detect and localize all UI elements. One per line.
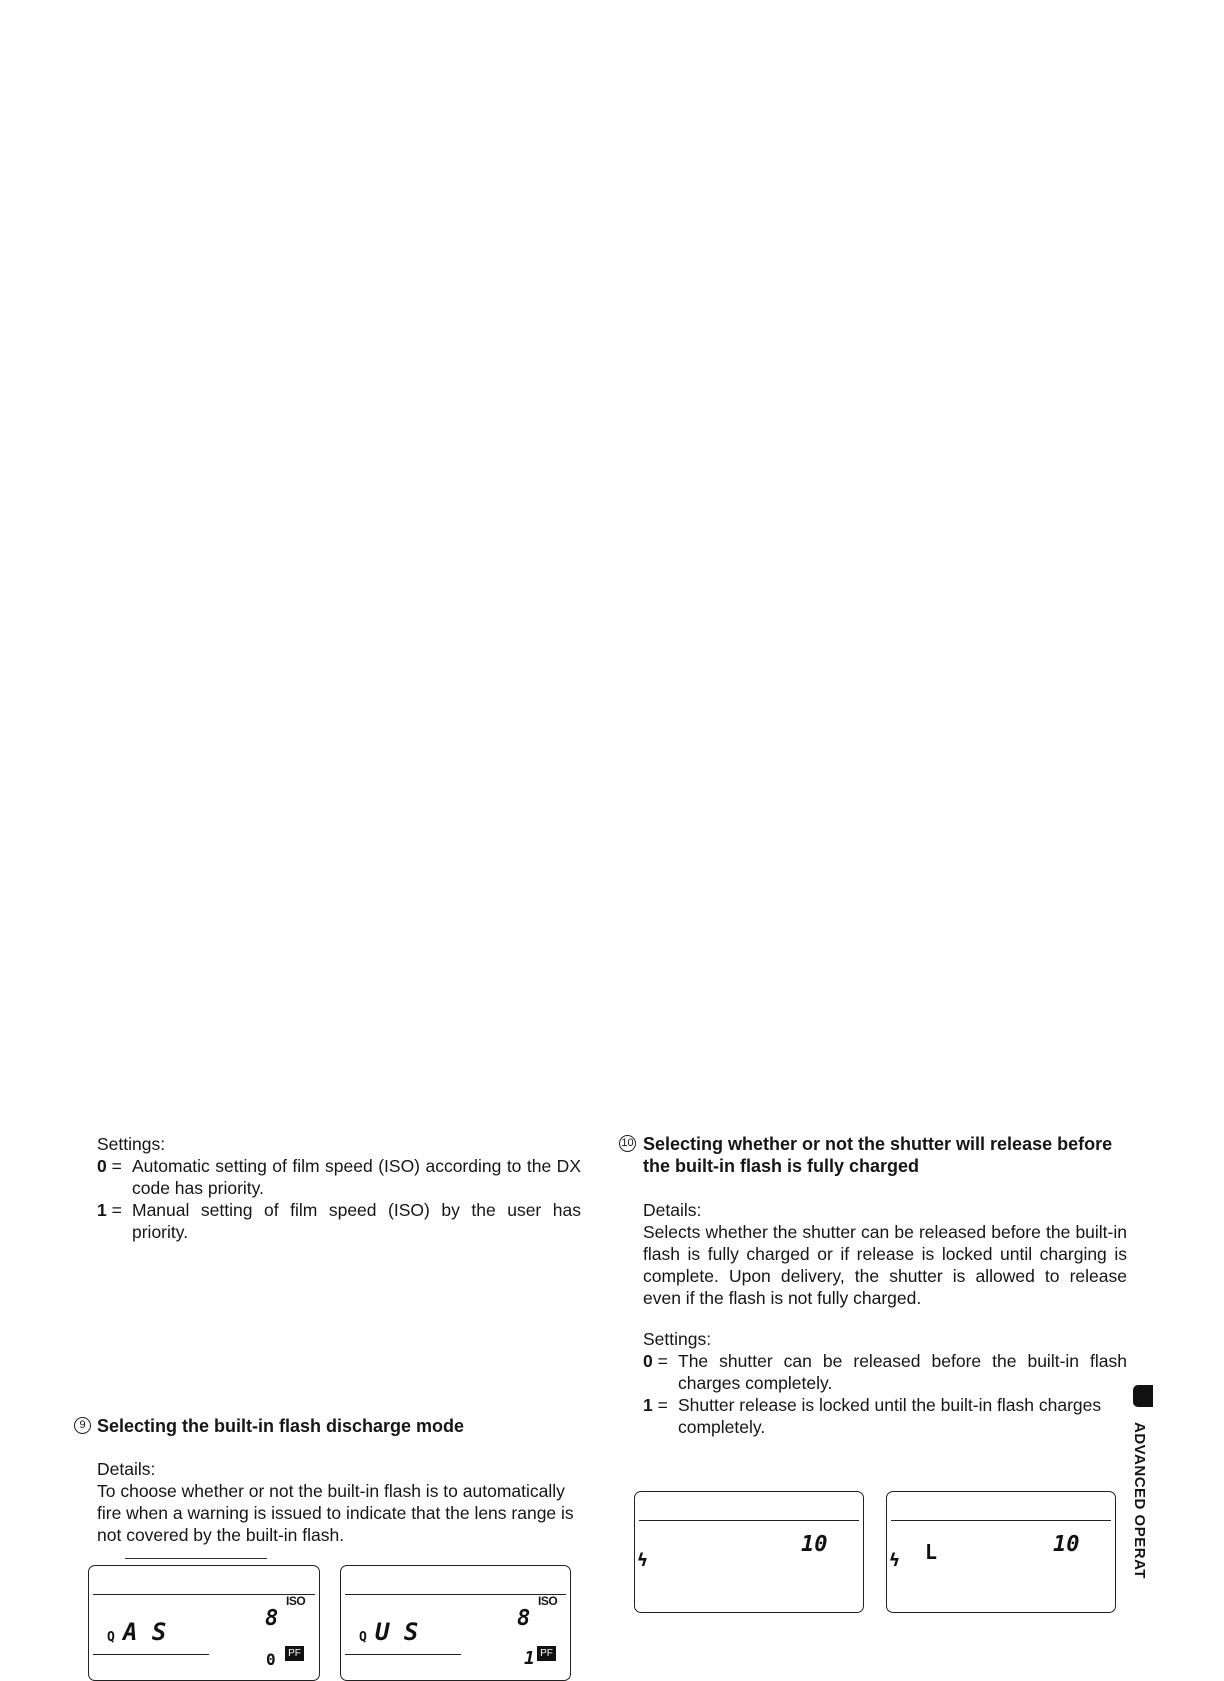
iso-label: ISO [286, 1594, 306, 1608]
setting-option-text: Automatic setting of film speed (ISO) according to the DX code has priority. [132, 1156, 581, 1198]
setting-option-0: 0 = Automatic setting of film speed (ISO) according to the DX code has priority. [97, 1156, 581, 1198]
pf-badge: PF [537, 1646, 556, 1661]
setting-option-text: The shutter can be released before the built-in flash charges completely. [678, 1351, 1127, 1393]
setting-option-1: 1 = Manual setting of film speed (ISO) by the user has priority. [97, 1200, 581, 1242]
lcd-digit: 8 [265, 1606, 279, 1631]
lcd-digit: 8 [517, 1606, 531, 1631]
settings-label: Settings: [643, 1329, 712, 1349]
setting-option-text: Manual setting of film speed (ISO) by the user has priority. [132, 1200, 581, 1242]
section-10-settings [643, 1328, 1127, 1438]
details-text: To choose whether or not the built-in flash is to automatically fire when a warning is issued to indicate that the lens range is not covered by the built-in flash. [97, 1481, 574, 1545]
pf-badge: PF [285, 1646, 304, 1661]
lcd-symbol: Q [359, 1630, 367, 1645]
chapter-tab-marker [1133, 1385, 1153, 1407]
lcd-panel-flash-locked [886, 1491, 1116, 1613]
lcd-value: 1 [524, 1648, 535, 1669]
lcd-symbol: Q [107, 1630, 115, 1645]
section-title-line-2: the built-in flash is fully charged [643, 1156, 920, 1176]
setting-option-0: 0 = The shutter can be released before the built-in flash charges completely. [643, 1351, 1127, 1393]
section-9-details [97, 1458, 581, 1546]
lcd-value: 0 [266, 1650, 276, 1669]
lcd-code: A S [123, 1618, 167, 1646]
lcd-value: 10 [801, 1532, 828, 1557]
section-10-details [643, 1199, 1127, 1309]
lcd-code: U S [375, 1618, 419, 1646]
iso-label: ISO [538, 1594, 558, 1608]
settings-label: Settings: [97, 1134, 166, 1154]
lcd-panel-flash-release [634, 1491, 864, 1613]
footnote-rule [125, 1558, 267, 1559]
flash-icon: ϟ [637, 1550, 648, 1571]
section-title-line-1: Selecting whether or not the shutter will release before [643, 1134, 1113, 1154]
section-number-badge: 9 [74, 1417, 91, 1434]
flash-icon: ϟ [889, 1550, 900, 1571]
lcd-panel-auto-iso [88, 1565, 320, 1681]
lcd-panel-user-iso [340, 1565, 571, 1681]
section-number-badge: 10 [619, 1135, 636, 1152]
chapter-side-label: ADVANCED OPERAT [1131, 1422, 1148, 1579]
details-label: Details: [643, 1200, 702, 1220]
section-title: Selecting the built-in flash discharge mode [97, 1416, 465, 1436]
details-text: Selects whether the shutter can be released before the built-in flash is fully charged or if release is locked until charging is complete. Upon delivery, the shutter is allowed to release even if the flash is not fully charged. [643, 1222, 1127, 1308]
iso-settings-block [97, 1133, 581, 1243]
setting-option-text: Shutter release is locked until the built-in flash charges completely. [678, 1395, 1102, 1437]
section-10-heading [619, 1133, 1131, 1177]
setting-option-1: 1 = Shutter release is locked until the built-in flash charges completely. [643, 1395, 1102, 1437]
lcd-value: 10 [1053, 1532, 1080, 1557]
lcd-lock-mark: L [925, 1540, 938, 1564]
details-label: Details: [97, 1459, 156, 1479]
